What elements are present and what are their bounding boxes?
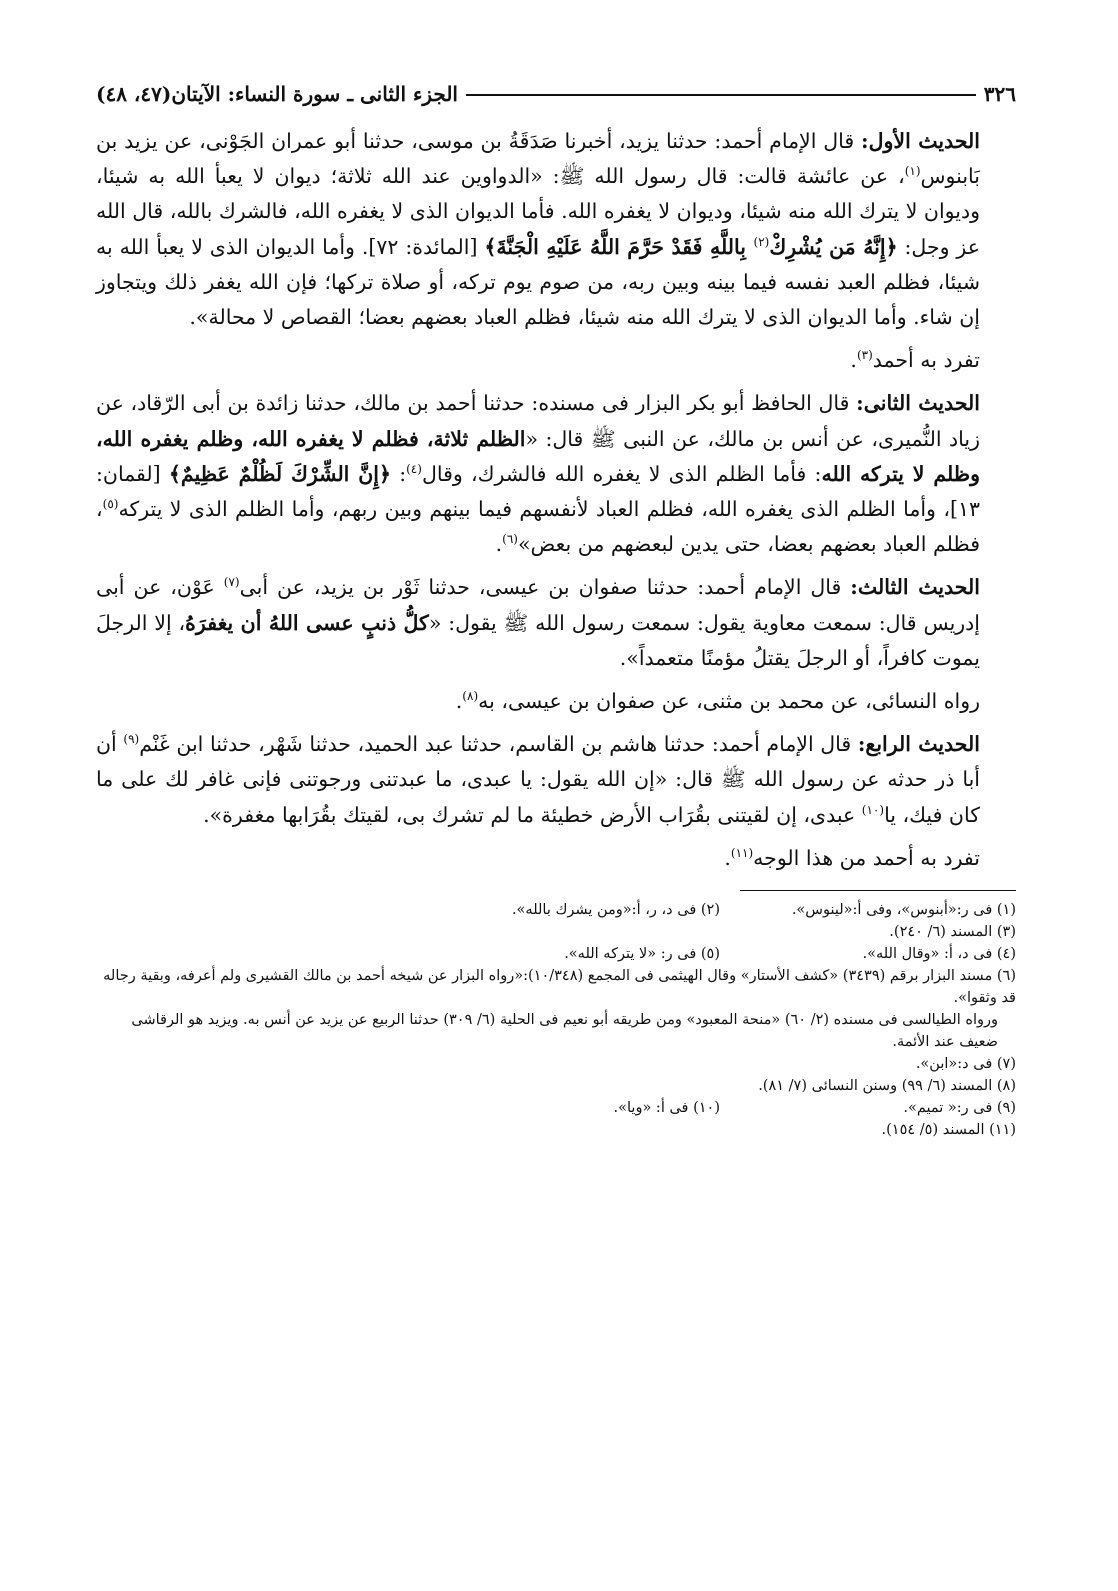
text-span: . bbox=[724, 845, 731, 870]
footnote-6-continued: ورواه الطيالسى فى مسنده (٢/ ٦٠) «منحة المعبود» ومن طريقه أبو نعيم فى الحلية (٦/ ٣٠٩) حدثنا الربيع عن يزيد عن أنس به. ويزيد هو الرقاشى ضعيف عند الأئمة. bbox=[131, 1012, 998, 1051]
text-span: تفرد به أحمد من هذا الوجه bbox=[753, 845, 980, 870]
text-span: قال الحافظ أبو بكر البزار فى مسنده: حدثنا أحمد بن مالك، حدثنا زائدة بن أبى الرّقاد، عن زياد النُّميرى، عن أنس بن مالك، عن النبى ﷺ قال: « bbox=[96, 391, 980, 451]
page bbox=[96, 78, 1016, 1141]
text-span: . bbox=[850, 348, 857, 373]
footnote-11: (١١) المسند (٥/ ١٥٤). bbox=[881, 1122, 1016, 1139]
text-span: . bbox=[495, 532, 503, 557]
text-span: عبدى، إن لقيتنى بقُرَاب الأرض خطيئة ما لم تشرك بى، لقيتك بقُرَابها مغفرة». bbox=[203, 802, 862, 827]
footnote-ref: (٤) bbox=[406, 462, 422, 476]
text-span: تفرد به أحمد bbox=[872, 348, 980, 373]
text-span: رواه النسائى، عن محمد بن مثنى، عن صفوان بن عيسى، به bbox=[478, 689, 980, 714]
footnote-9: (٩) فى ر:« تميم». bbox=[903, 1100, 1016, 1117]
text-span: : bbox=[390, 461, 407, 486]
quran-verse: ﴿إِنَّ الشِّرْكَ لَظُلْمٌ عَظِيمٌ﴾ bbox=[168, 461, 391, 486]
footnote-separator bbox=[740, 890, 1016, 891]
footnote-ref: (٧) bbox=[223, 575, 240, 590]
note-3 bbox=[96, 684, 1016, 719]
hadith-3 bbox=[96, 570, 1016, 676]
hadith-1 bbox=[96, 124, 1016, 335]
hadith-heading: الحديث الثانى: bbox=[856, 391, 980, 416]
footnote-row bbox=[96, 899, 1016, 921]
footnote-row bbox=[96, 943, 1016, 965]
hadith-heading: الحديث الثالث: bbox=[850, 575, 980, 600]
footnote-ref: (٢) bbox=[753, 234, 770, 249]
text-span: قال الإمام أحمد: حدثنا صفوان بن عيسى، حدثنا ثَوْر بن يزيد، عن أبى bbox=[239, 575, 851, 600]
bold-text: كلُّ ذنبٍ عسى اللهُ أن يغفرَهُ bbox=[185, 610, 429, 635]
hadith-heading: الحديث الأول: bbox=[861, 129, 980, 153]
footnote-3: (٣) المسند (٦/ ٢٤٠). bbox=[889, 924, 1016, 941]
footnote-ref: (٥) bbox=[102, 497, 119, 512]
footnote-4: (٤) فى د، أ: «وقال الله». bbox=[862, 946, 1016, 963]
text-span: ، عن عائشة قالت: قال رسول الله ﷺ: «الدواوين عند الله ثلاثة؛ ديوان لا يعبأ الله به شيئا، وديوان لا يترك الله منه شيئا، وديوان لا يغفره الله. فأما الديوان الذى لا يغفره الله، فالشرك بالله، قال الله عز وجل: bbox=[96, 164, 980, 259]
footnote-row bbox=[96, 1097, 1016, 1119]
quran-verse: ﴿إِنَّهُ مَن يُشْرِكْ bbox=[769, 234, 898, 259]
footnote-ref: (٨) bbox=[462, 689, 479, 704]
footnote-ref: (٩) bbox=[123, 732, 140, 747]
footnote-8: (٨) المسند (٦/ ٩٩) وسنن النسائى (٧/ ٨١). bbox=[758, 1078, 1016, 1095]
text-span: [لقمان: ١٣]، وأما الظلم الذى يغفره الله، فظلم العباد لأنفسهم فيما بينهم وبين ربهم، وأما الظلم الذى لا يتركه bbox=[96, 461, 980, 522]
footnote-ref: (٣) bbox=[856, 348, 873, 363]
hadith-2 bbox=[96, 386, 1016, 562]
note-4 bbox=[96, 841, 1016, 876]
text-span: أن أبا ذر حدثه عن رسول الله ﷺ قال: «إن الله يقول: يا عبدى، ما عبدتنى ورجوتنى فإنى غافر لك على ما كان فيك، يا bbox=[96, 732, 980, 827]
hadith-4 bbox=[96, 727, 1016, 833]
text-span: [المائدة: ٧٢]. وأما الديوان الذى لا يعبأ الله به شيئا، فظلم العبد نفسه فيما بينه وبين ربه، من صوم يوم تركه، أو صلاة تركها؛ فإن الله يغفر ذلك ويتجاوز إن شاء. وأما الديوان الذى لا يترك الله منه شيئا، فظلم العباد بعضهم بعضا؛ القصاص لا محالة». bbox=[96, 234, 980, 330]
page-number: ٣٢٦ bbox=[983, 82, 1016, 106]
note-1 bbox=[96, 343, 1016, 378]
footnote-2: (٢) فى د، ر، أ:«ومن يشرك بالله». bbox=[511, 902, 720, 919]
hadith-heading: الحديث الرابع: bbox=[857, 732, 980, 757]
running-title: الجزء الثانى ـ سورة النساء: الآيتان(٤٧، ٤٨) bbox=[96, 82, 458, 106]
text-span: عَوْن، عن أبى إدريس قال: سمعت معاوية يقول: سمعت رسول الله ﷺ يقول: « bbox=[96, 575, 981, 635]
footnote-ref: (١١) bbox=[730, 846, 754, 861]
footnote-7: (٧) فى د:«ابن». bbox=[915, 1056, 1016, 1073]
quran-verse: بِاللَّهِ فَقَدْ حَرَّمَ اللَّهُ عَلَيْهِ الْجَنَّةَ﴾ bbox=[484, 234, 754, 259]
running-header bbox=[96, 78, 1016, 110]
footnote-6: (٦) مسند البزار برقم (٣٤٣٩) «كشف الأستار» وقال الهيثمى فى المجمع (١٠/٣٤٨):«رواه البزار عن شيخه أحمد بن مالك القشيرى ولم أعرفه، وبقية رجاله قد وثقوا». bbox=[103, 968, 1016, 1007]
footnote-ref: (١) bbox=[904, 164, 921, 179]
footnote-1: (١) فى ر:«أبنوس»، وفى أ:«لينوس». bbox=[791, 902, 1016, 919]
footnote-ref: (١٠) bbox=[861, 802, 885, 817]
header-rule bbox=[466, 94, 976, 96]
text-span: قال الإمام أحمد: حدثنا هاشم بن القاسم، حدثنا عبد الحميد، حدثنا شَهْر، حدثنا ابن غَنْم bbox=[139, 732, 858, 757]
text-span: ، فظلم العباد بعضهم بعضا، حتى يدين لبعضهم من بعض» bbox=[96, 497, 980, 557]
text-span: . bbox=[455, 689, 463, 714]
footnote-5: (٥) فى ر: «لا يتركه الله». bbox=[564, 946, 720, 963]
bold-text: الظلم ثلاثة، فظلم لا يغفره الله، وظلم يغفره الله، وظلم لا يتركه الله bbox=[96, 426, 980, 486]
text-span: : فأما الظلم الذى لا يغفره الله فالشرك، وقال bbox=[421, 461, 822, 486]
footnotes bbox=[96, 899, 1016, 1141]
main-text bbox=[96, 124, 1016, 876]
footnote-ref: (٦) bbox=[502, 532, 518, 547]
text-span: ، إلا الرجلَ يموت كافراً، أو الرجلَ يقتلُ مؤمنًا متعمداً». bbox=[96, 610, 980, 670]
text-span: قال الإمام أحمد: حدثنا يزيد، أخبرنا صَدَقَةُ بن موسى، حدثنا أبو عمران الجَوْنى، عن يزيد بن بَابنوس bbox=[96, 129, 980, 189]
footnote-10: (١٠) فى أ: «ويا». bbox=[613, 1100, 720, 1117]
